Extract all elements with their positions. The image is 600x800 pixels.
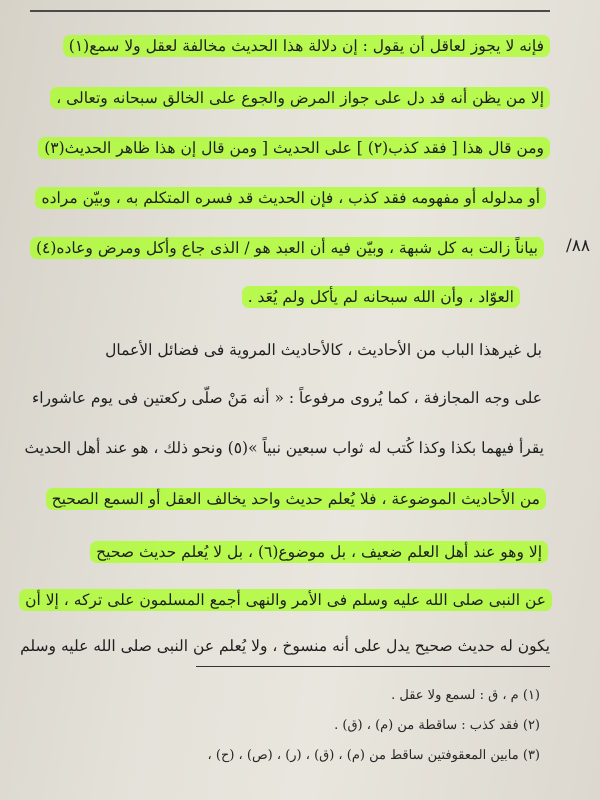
- plain-text: على وجه المجازفة ، كما يُروى مرفوعاً : « أنه مَنْ صلّى ركعتين فى يوم عاشوراء: [31, 389, 542, 407]
- text-line: [32, 386, 542, 410]
- text-line: [38, 136, 550, 160]
- text-line: [35, 186, 546, 210]
- text-line: [50, 86, 550, 110]
- header-rule: [30, 10, 550, 12]
- plain-text: يقرأ فيهما بكذا وكذا كُتب له ثواب سبعين نبياً »(٥) ونحو ذلك ، هو عند أهل الحديث: [24, 439, 544, 457]
- page-marker: ٨٨/: [566, 236, 590, 256]
- highlighted-text: ومن قال هذا [ فقد كذب(٢) ] على الحديث [ ومن قال إن هذا ظاهر الحديث(٣): [38, 137, 550, 159]
- footnote-rule: [196, 666, 550, 667]
- text-line: [46, 487, 546, 511]
- highlighted-text: العوّاد ، وأن الله سبحانه لم يأكل ولم يُعَد .: [242, 286, 520, 308]
- plain-text: بل غيرهذا الباب من الأحاديث ، كالأحاديث المروية فى فضائل الأعمال: [105, 341, 542, 359]
- highlighted-text: فإنه لا يجوز لعاقل أن يقول : إن دلالة هذا الحديث مخالفة لعقل ولا سمع(١): [63, 35, 550, 57]
- footnote: (١) م ، ق : لسمع ولا عقل .: [391, 688, 540, 703]
- highlighted-text: بياناً زالت به كل شبهة ، وبيّن فيه أن العبد هو / الذى جاع وأكل ومرض وعاده(٤): [30, 237, 544, 259]
- text-line: [19, 588, 552, 612]
- text-line: [63, 34, 550, 58]
- text-line: [30, 236, 544, 260]
- footnote: (٣) مابين المعقوفتين ساقط من (م) ، (ق) ، (ر) ، (ص) ، (ح) ،: [207, 748, 540, 763]
- plain-text: يكون له حديث صحيح يدل على أنه منسوخ ، ولا يُعلم عن النبى صلى الله عليه وسلم: [20, 637, 550, 655]
- text-line: [20, 634, 550, 658]
- highlighted-text: من الأحاديث الموضوعة ، فلا يُعلم حديث واحد يخالف العقل أو السمع الصحيح: [46, 488, 546, 510]
- highlighted-text: أو مدلوله أو مفهومه فقد كذب ، فإن الحديث قد فسره المتكلم به ، وبيّن مراده: [35, 187, 546, 209]
- footnote: (٢) فقد كذب : ساقطة من (م) ، (ق) .: [334, 718, 540, 733]
- highlighted-text: إلا من يظن أنه قد دل على جواز المرض والجوع على الخالق سبحانه وتعالى ،: [50, 87, 550, 109]
- text-line: [24, 436, 544, 460]
- highlighted-text: عن النبى صلى الله عليه وسلم فى الأمر والنهى أجمع المسلمون على تركه ، إلا أن: [19, 589, 552, 611]
- highlighted-text: إلا وهو عند أهل العلم ضعيف ، بل موضوع(٦) ، بل لا يُعلم حديث صحيح: [90, 541, 548, 563]
- text-line: [105, 338, 542, 362]
- text-line: [242, 285, 520, 309]
- text-line: [90, 540, 548, 564]
